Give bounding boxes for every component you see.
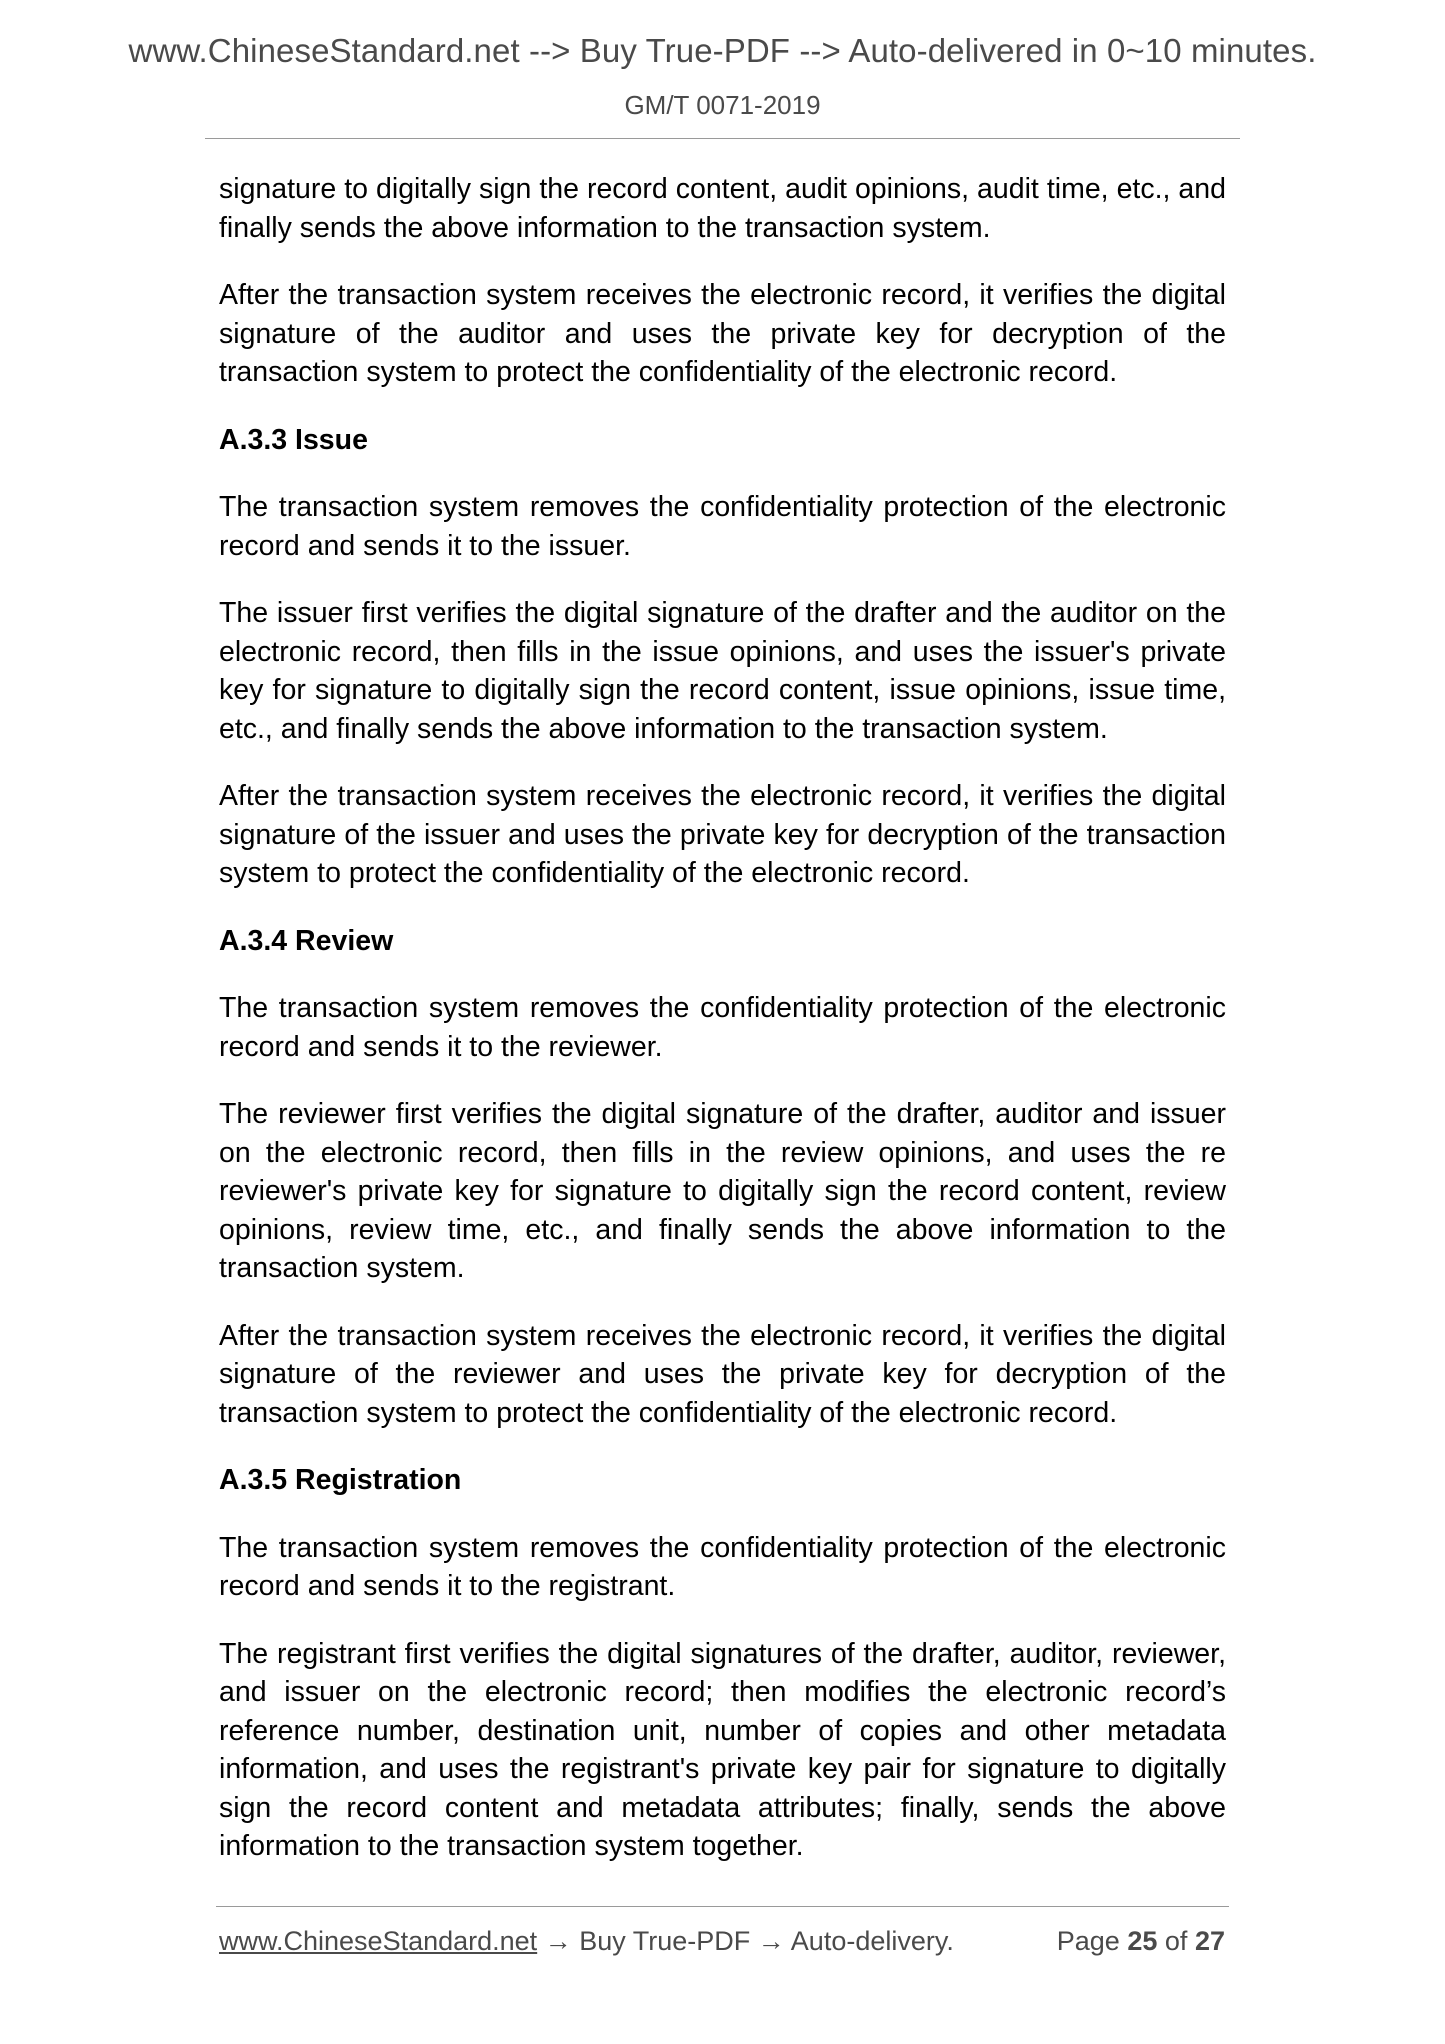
paragraph: signature to digitally sign the record content, audit opinions, audit time, etc., and finally sends the above information to the transaction system.	[219, 173, 1226, 244]
section-heading-registration: A.3.5 Registration	[219, 1464, 462, 1496]
document-body	[219, 170, 1226, 1895]
section-heading-issue: A.3.3 Issue	[219, 423, 368, 456]
header-divider	[205, 138, 1240, 139]
page-current: 25	[1127, 1926, 1158, 1956]
page-label: Page	[1056, 1926, 1120, 1956]
page-indicator	[1057, 1926, 1225, 1957]
paragraph: The issuer first verifies the digital signature of the drafter and the auditor on the electronic record, then fills in the issue opinions, and uses the issuer's private key for signature to digitally sign the record content, issue opinions, issue time, etc., and finally sends the above information to the transaction system.	[219, 597, 1226, 745]
paragraph: The reviewer first verifies the digital signature of the drafter, auditor and issuer on the electronic record, then fills in the review opinions, and uses the re reviewer's private key for signature to digitally sign the record content, review opinions, review time, etc., and finally sends the above information to the transaction system.	[219, 1098, 1226, 1284]
footer-delivery-text: Auto-delivery.	[790, 1926, 954, 1956]
page-of: of	[1164, 1926, 1188, 1956]
paragraph: After the transaction system receives the electronic record, it verifies the digital signature of the auditor and uses the private key for decryption of the transaction system to protect the confidentiality of the electronic record.	[219, 279, 1226, 388]
paragraph: After the transaction system receives the electronic record, it verifies the digital signature of the issuer and uses the private key for decryption of the transaction system to protect the confidentiality of the electronic record.	[219, 780, 1226, 889]
paragraph: The transaction system removes the confidentiality protection of the electronic record and sends it to the issuer.	[219, 491, 1226, 562]
paragraph: The transaction system removes the confidentiality protection of the electronic record and sends it to the reviewer.	[219, 992, 1226, 1063]
standard-number: GM/T 0071-2019	[624, 90, 821, 120]
footer-divider	[216, 1906, 1229, 1907]
top-banner: www.ChineseStandard.net --> Buy True-PDF --> Auto-delivered in 0~10 minutes.	[128, 32, 1317, 69]
paragraph: After the transaction system receives the electronic record, it verifies the digital signature of the reviewer and uses the private key for decryption of the transaction system to protect the confidentiality of the electronic record.	[219, 1319, 1226, 1429]
arrow-right-icon: →	[757, 1926, 785, 1956]
footer-buy-text: Buy True-PDF	[579, 1926, 751, 1956]
arrow-right-icon: →	[544, 1926, 572, 1956]
section-heading-review: A.3.4 Review	[219, 924, 394, 957]
page-total: 27	[1194, 1926, 1225, 1956]
footer-site-link[interactable]: www.ChineseStandard.net	[219, 1926, 538, 1956]
page-footer	[219, 1926, 1229, 1957]
paragraph: The transaction system removes the confidentiality protection of the electronic record and sends it to the registrant.	[219, 1531, 1226, 1602]
paragraph: The registrant first verifies the digital signatures of the drafter, auditor, reviewer, and issuer on the electronic record; then modifies the electronic record’s reference number, destination unit, number of copies and other metadata information, and uses the registrant's private key pair for signature to digitally sign the record content and metadata attributes; finally, sends the above information to the transaction system together.	[219, 1637, 1226, 1862]
